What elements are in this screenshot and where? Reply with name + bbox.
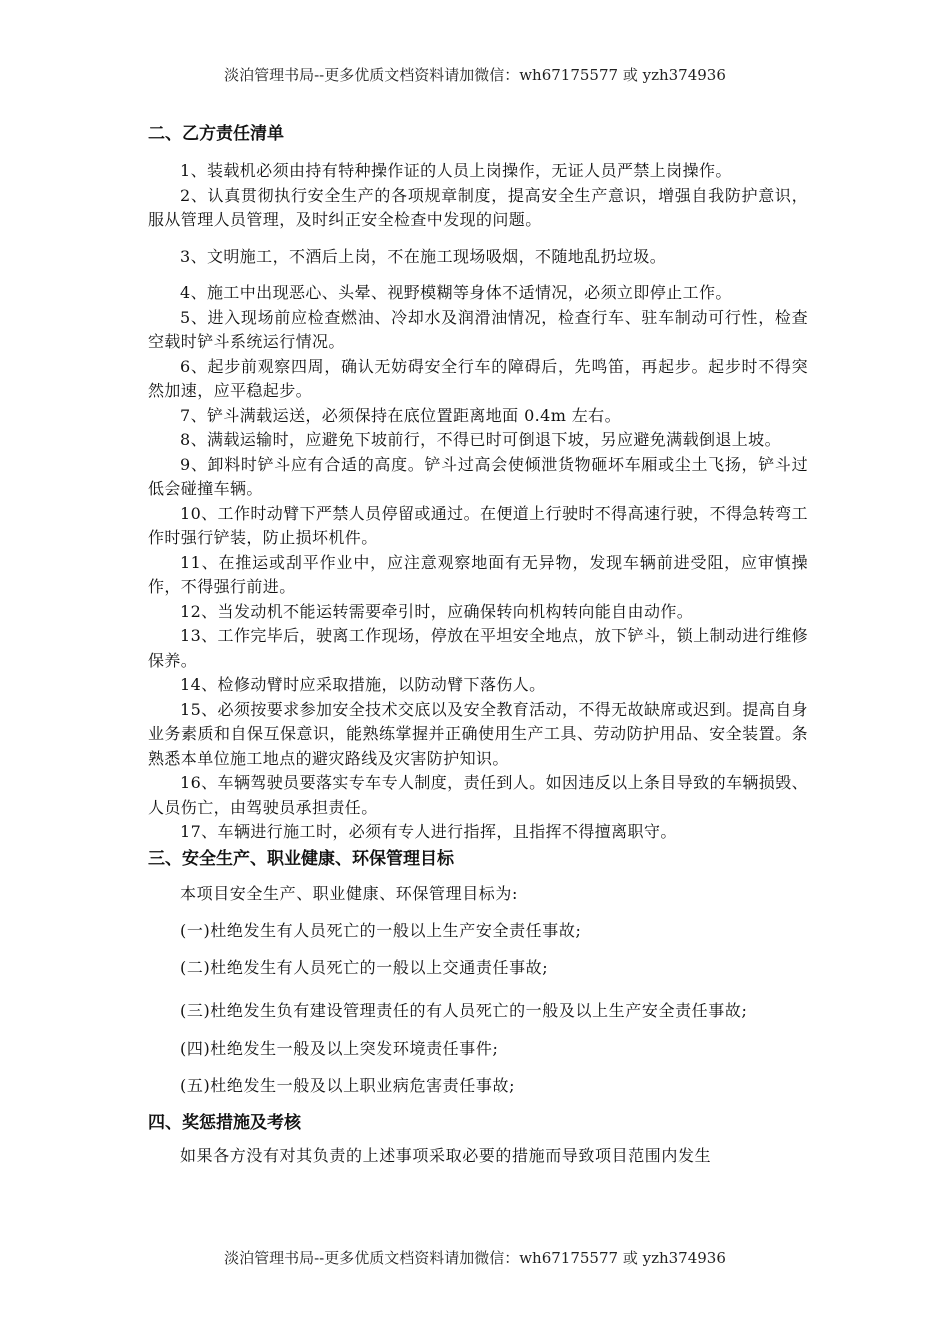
responsibility-item: 14、检修动臂时应采取措施，以防动臂下落伤人。 <box>180 675 546 694</box>
page-footer: 淡泊管理书局--更多优质文档资料请加微信：wh67175577 或 yzh374936 <box>224 1249 726 1267</box>
responsibility-item: 15、必须按要求参加安全技术交底以及安全教育活动，不得无故缺席或迟到。提高自身业务素质和自保互保意识，能熟练掌握并正确使用生产工具、劳动防护用品、安全装置。条熟悉本单位施工地点的避灾路线及灾害防护知识。 <box>148 699 808 768</box>
responsibility-item: 2、认真贯彻执行安全生产的各项规章制度，提高安全生产意识，增强自我防护意识，服从管理人员管理，及时纠正安全检查中发现的问题。 <box>148 185 808 229</box>
goal-item: (四)杜绝发生一般及以上突发环境责任事件; <box>180 1038 499 1058</box>
responsibility-item: 13、工作完毕后，驶离工作现场，停放在平坦安全地点，放下铲斗，锁上制动进行维修保养。 <box>148 626 808 670</box>
responsibility-item: 3、文明施工，不酒后上岗，不在施工现场吸烟，不随地乱扔垃圾。 <box>180 246 667 266</box>
responsibility-item: 1、装载机必须由持有特种操作证的人员上岗操作，无证人员严禁上岗操作。 <box>180 161 732 180</box>
goal-item: (二)杜绝发生有人员死亡的一般以上交通责任事故; <box>180 957 549 977</box>
responsibility-item: 4、施工中出现恶心、头晕、视野模糊等身体不适情况，必须立即停止工作。 <box>180 283 732 302</box>
responsibility-item: 10、工作时动臂下严禁人员停留或通过。在便道上行驶时不得高速行驶，不得急转弯工作时强行铲装，防止损坏机件。 <box>148 503 808 547</box>
responsibility-item: 7、铲斗满载运送，必须保持在底位置距离地面 0.4m 左右。 <box>180 405 621 425</box>
responsibility-item: 5、进入现场前应检查燃油、冷却水及润滑油情况，检查行车、驻车制动可行性，检查空载时铲斗系统运行情况。 <box>148 307 808 351</box>
page-header: 淡泊管理书局--更多优质文档资料请加微信：wh67175577 或 yzh374936 <box>224 66 726 84</box>
responsibility-item: 6、起步前观察四周，确认无妨碍安全行车的障碍后，先鸣笛，再起步。起步时不得突然加速，应平稳起步。 <box>148 356 808 400</box>
goal-item: (一)杜绝发生有人员死亡的一般以上生产安全责任事故; <box>180 920 582 940</box>
section-4-text: 如果各方没有对其负责的上述事项采取必要的措施而导致项目范围内发生 <box>180 1145 712 1165</box>
responsibility-item: 11、在推运或刮平作业中，应注意观察地面有无异物，发现车辆前进受阻，应审慎操作，不得强行前进。 <box>148 552 808 596</box>
responsibility-item: 17、车辆进行施工时，必须有专人进行指挥，且指挥不得擅离职守。 <box>180 822 677 841</box>
section-3-intro: 本项目安全生产、职业健康、环保管理目标为: <box>180 883 518 903</box>
section-4-title: 四、奖惩措施及考核 <box>148 1112 301 1133</box>
section-2-title: 二、乙方责任清单 <box>148 124 284 144</box>
responsibility-item: 8、满载运输时，应避免下坡前行，不得已时可倒退下坡，另应避免满载倒退上坡。 <box>180 430 781 449</box>
goal-item: (五)杜绝发生一般及以上职业病危害责任事故; <box>180 1075 516 1095</box>
section-3-title: 三、安全生产、职业健康、环保管理目标 <box>148 848 454 869</box>
responsibility-item: 9、卸料时铲斗应有合适的高度。铲斗过高会使倾泄货物砸坏车厢或尘土飞扬，铲斗过低会碰撞车辆。 <box>148 454 808 498</box>
document-body <box>148 122 808 1181</box>
responsibility-item: 12、当发动机不能运转需要牵引时，应确保转向机构转向能自由动作。 <box>180 601 694 621</box>
goal-item: (三)杜绝发生负有建设管理责任的有人员死亡的一般及以上生产安全责任事故; <box>180 1000 748 1020</box>
responsibility-item: 16、车辆驾驶员要落实专车专人制度，责任到人。如因违反以上条目导致的车辆损毁、人员伤亡，由驾驶员承担责任。 <box>148 773 808 817</box>
